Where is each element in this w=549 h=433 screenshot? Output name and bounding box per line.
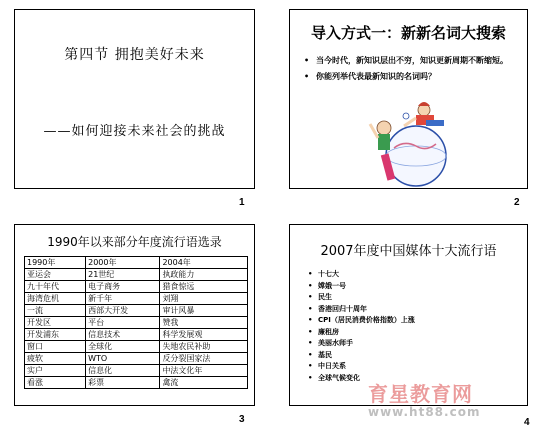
table-cell: 21世纪 (86, 269, 160, 281)
slide-2-bullets (304, 54, 519, 86)
table-cell: 禽流 (160, 377, 248, 389)
table-cell: 全球化 (86, 341, 160, 353)
table-cell: 猎食惊远 (160, 281, 248, 293)
slide-3-title: 1990年以来部分年度流行语选录 (47, 235, 222, 249)
table-cell: 2004年 (160, 257, 248, 269)
buzzword-list (308, 269, 415, 384)
list-item: • 廉租房 (308, 327, 415, 337)
list-item: • 嫦娥一号 (308, 281, 415, 291)
table-row (25, 353, 248, 365)
table-cell: 窗口 (25, 341, 86, 353)
slide-4-number: 4 (524, 417, 530, 428)
list-item: • 基民 (308, 350, 415, 360)
children-globe-illustration (364, 98, 456, 188)
slide-2-number: 2 (514, 197, 520, 208)
slide-1-title: 第四节 拥抱美好未来 (64, 47, 205, 63)
table-row (25, 341, 248, 353)
watermark-name: 育星教育网 (368, 382, 473, 406)
list-item: • 香港回归十周年 (308, 304, 415, 314)
table-cell: 开发浦东 (25, 329, 86, 341)
list-item: • 中日关系 (308, 361, 415, 371)
table-cell: 看涨 (25, 377, 86, 389)
slide-3-number: 3 (239, 414, 245, 425)
table-row (25, 317, 248, 329)
table-cell: 新千年 (86, 293, 160, 305)
list-item: • 全球气候变化 (308, 373, 415, 383)
table-row (25, 329, 248, 341)
table-cell: WTO (86, 353, 160, 365)
table-cell: 亚运会 (25, 269, 86, 281)
table-cell: 中法文化年 (160, 365, 248, 377)
table-row (25, 281, 248, 293)
buzzword-table (24, 256, 248, 389)
slide-3[interactable] (14, 224, 255, 406)
table-cell: 科学发展观 (160, 329, 248, 341)
table-row (25, 365, 248, 377)
table-cell: 一流 (25, 305, 86, 317)
table-row (25, 305, 248, 317)
table-cell: 赞我 (160, 317, 248, 329)
slide-1[interactable] (14, 9, 255, 189)
table-cell: 彩票 (86, 377, 160, 389)
bullet-item: • 你能列举代表最新知识的名词吗？ (304, 70, 519, 83)
list-item: • 民生 (308, 292, 415, 302)
table-cell: 1990年 (25, 257, 86, 269)
list-item: • 美丽水师手 (308, 338, 415, 348)
bullet-item: • 当今时代，新知识层出不穷，知识更新周期不断缩短。 (304, 54, 519, 67)
table-cell: 刘翔 (160, 293, 248, 305)
slide-4-title: 2007年度中国媒体十大流行语 (320, 244, 497, 259)
table-cell: 信息技术 (86, 329, 160, 341)
table-cell: 失地农民补助 (160, 341, 248, 353)
list-item: • CPI（居民消费价格指数）上涨 (308, 315, 415, 325)
slide-1-number: 1 (239, 197, 245, 208)
table-cell: 海湾危机 (25, 293, 86, 305)
site-watermark (368, 378, 480, 419)
table-cell: 西部大开发 (86, 305, 160, 317)
watermark-url: www.ht88.com (368, 405, 481, 419)
table-cell: 2000年 (86, 257, 160, 269)
table-row (25, 293, 248, 305)
table-cell: 执政能力 (160, 269, 248, 281)
table-cell: 信息化 (86, 365, 160, 377)
table-cell: 实户 (25, 365, 86, 377)
table-cell: 审计风暴 (160, 305, 248, 317)
slide-2-title: 导入方式一：新新名词大搜索 (310, 24, 506, 42)
table-row (25, 257, 248, 269)
table-row (25, 269, 248, 281)
slide-1-subtitle: ——如何迎接未来社会的挑战 (43, 124, 226, 139)
table-cell: 开发区 (25, 317, 86, 329)
table-cell: 疲软 (25, 353, 86, 365)
table-cell: 电子商务 (86, 281, 160, 293)
table-row (25, 377, 248, 389)
table-cell: 反分裂国家法 (160, 353, 248, 365)
list-item: • 十七大 (308, 269, 415, 279)
slide-2[interactable] (289, 9, 528, 189)
table-cell: 平台 (86, 317, 160, 329)
table-cell: 九十年代 (25, 281, 86, 293)
